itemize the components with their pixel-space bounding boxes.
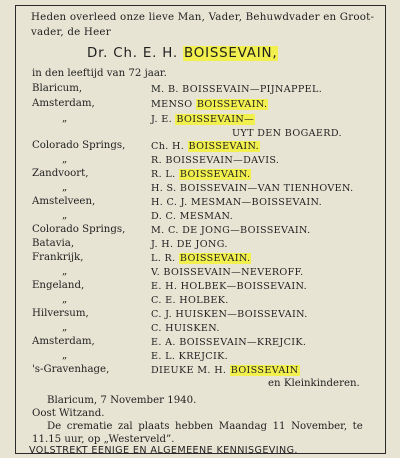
intro-line-2: vader, de Heer <box>31 26 111 38</box>
mourner-place: „ <box>62 322 68 333</box>
mourner-place: „ <box>62 350 68 361</box>
mourner-place: Amsterdam, <box>32 98 95 109</box>
mourner-name-continued: UYT DEN BOGAERD. <box>232 128 342 139</box>
intro-line-1: Heden overleed onze lieve Man, Vader, Behuwdvader en Groot- <box>31 11 375 23</box>
mourner-place: Engeland, <box>32 280 85 291</box>
mourner-name: E. H. HOLBEK—BOISSEVAIN. <box>151 281 308 292</box>
mourner-name: Ch. H. BOISSEVAIN. <box>151 141 260 152</box>
mourner-name: E. A. BOISSEVAIN—KREJCIK. <box>151 337 307 348</box>
mourner-name: D. C. MESMAN. <box>151 211 234 222</box>
cremation-line-1: De crematie zal plaats hebben Maandag 11 November, te <box>47 421 363 432</box>
cremation-line-2: 11.15 uur, op „Westerveld”. <box>32 434 175 445</box>
mourner-name: V. BOISSEVAIN—NEVEROFF. <box>151 267 304 278</box>
deceased-prefix: Dr. Ch. E. H. <box>87 46 178 61</box>
mourner-name: L. R. BOISSEVAIN. <box>151 253 251 264</box>
mourner-place: „ <box>62 294 68 305</box>
mourner-name: MENSO BOISSEVAIN. <box>151 99 268 110</box>
deceased-surname: BOISSEVAIN, <box>183 46 278 61</box>
mourner-name: H. C. J. MESMAN—BOISSEVAIN. <box>151 197 323 208</box>
mourner-name: J. H. DE JONG. <box>151 239 228 250</box>
mourner-place: „ <box>62 182 68 193</box>
mourner-name: J. E. BOISSEVAIN— <box>151 114 255 125</box>
grandchildren-line: en Kleinkinderen. <box>268 378 360 389</box>
mourner-place: Colorado Springs, <box>32 224 126 235</box>
mourner-place: „ <box>62 154 68 165</box>
mourner-name: E. L. KREJCIK. <box>151 351 229 362</box>
mourner-name: R. L. BOISSEVAIN. <box>151 169 251 180</box>
mourner-place: Hilversum, <box>32 308 89 319</box>
mourner-place: „ <box>62 210 68 221</box>
closing-announcement: VOLSTREKT EENIGE EN ALGEMEENE KENNISGEVING. <box>29 445 298 456</box>
mourner-name: H. S. BOISSEVAIN—VAN TIENHOVEN. <box>151 183 354 194</box>
mourner-place: Frankrijk, <box>32 252 84 263</box>
mourner-place: „ <box>62 266 68 277</box>
mourner-name: DIEUKE M. H. BOISSEVAIN <box>151 365 299 376</box>
mourner-name: M. C. DE JONG—BOISSEVAIN. <box>151 225 311 236</box>
mourner-place: „ <box>62 113 68 124</box>
date-line: Blaricum, 7 November 1940. <box>47 395 197 406</box>
mourner-place: Colorado Springs, <box>32 140 126 151</box>
age-line: in den leeftijd van 72 jaar. <box>32 68 167 79</box>
mourner-place: Amstelveen, <box>32 196 96 207</box>
address-line: Oost Witzand. <box>32 408 105 419</box>
mourner-name: C. HUISKEN. <box>151 323 220 334</box>
mourner-place: Amsterdam, <box>32 336 95 347</box>
deceased-name <box>87 47 278 60</box>
mourner-place: 's-Gravenhage, <box>32 364 110 375</box>
mourner-place: Zandvoort, <box>32 168 89 179</box>
mourner-name: C. E. HOLBEK. <box>151 295 229 306</box>
mourner-place: Batavia, <box>32 238 75 249</box>
mourner-name: C. J. HUISKEN—BOISSEVAIN. <box>151 309 308 320</box>
mourner-name: R. BOISSEVAIN—DAVIS. <box>151 155 280 166</box>
mourner-place: Blaricum, <box>32 83 83 94</box>
mourner-name: M. B. BOISSEVAIN—PIJNAPPEL. <box>151 84 323 95</box>
